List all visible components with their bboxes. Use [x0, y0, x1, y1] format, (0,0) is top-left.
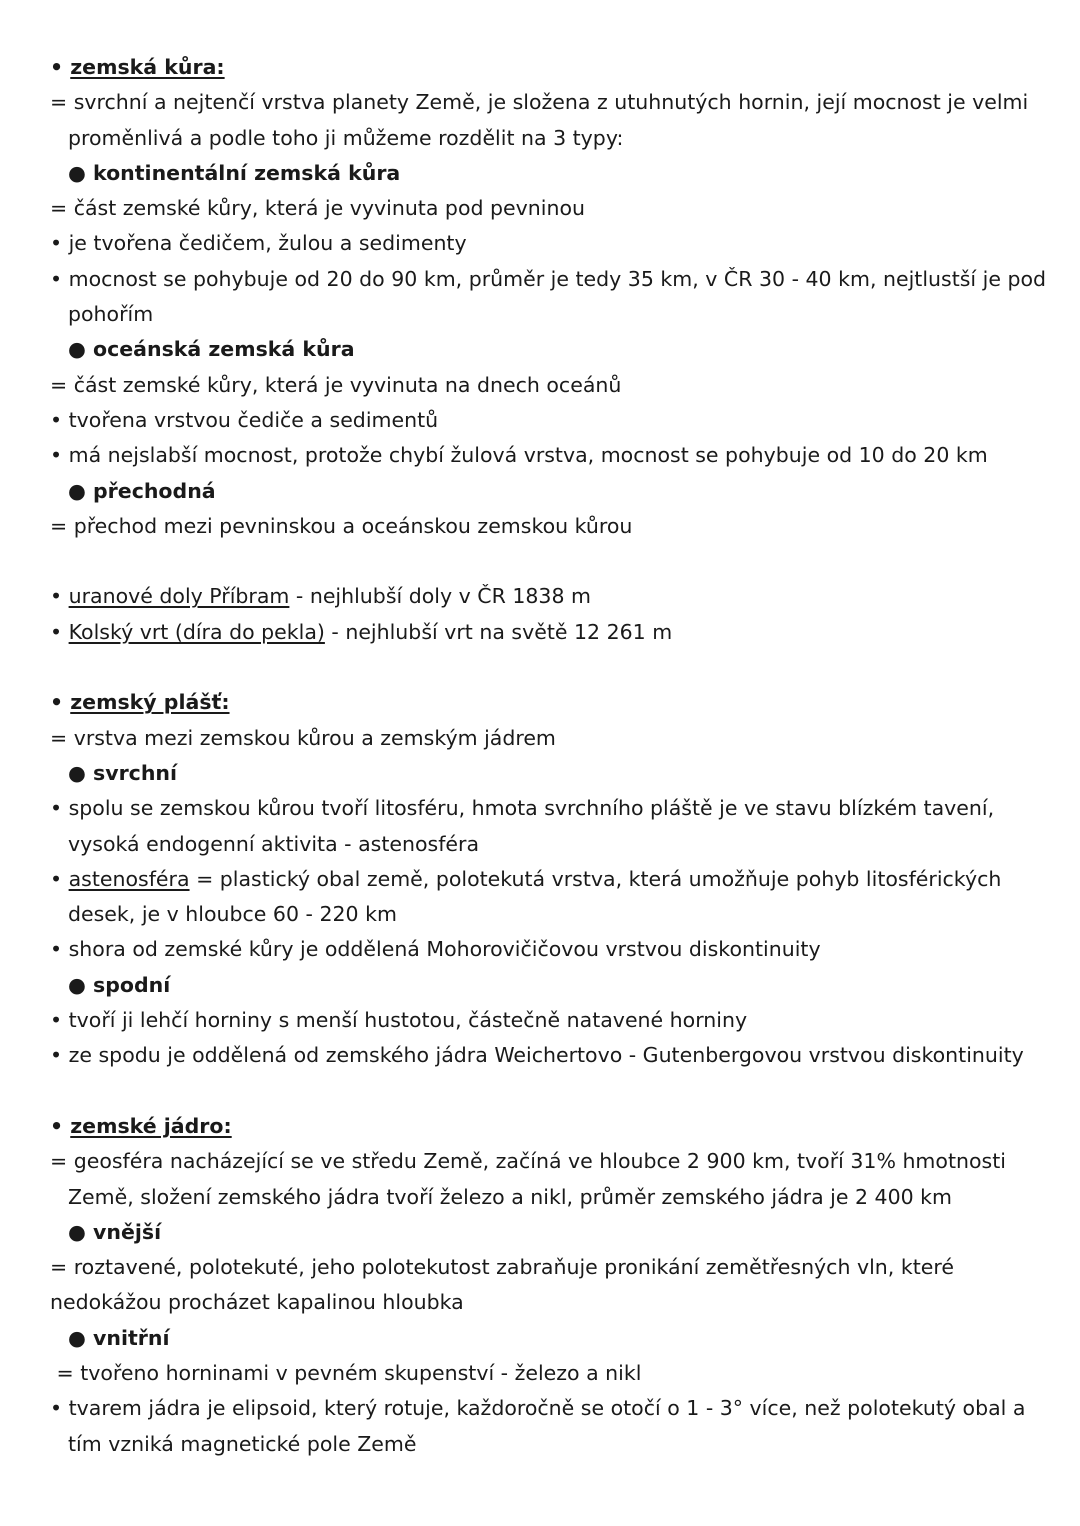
text-line: = roztavené, polotekuté, jeho polotekutost zabraňuje pronikání zemětřesných vln, které [50, 1255, 954, 1280]
document-page [50, 50, 1047, 1462]
bullet-line: • spolu se zemskou kůrou tvoří litosféru, hmota svrchního pláště je ve stavu blízkém tavení, [50, 796, 995, 821]
record-mine: • uranové doly Příbram - nejhlubší doly v ČR 1838 m [50, 584, 591, 609]
text-line: desek, je v hloubce 60 - 220 km [68, 902, 397, 927]
core-definition: = geosféra nacházející se ve středu Země, začíná ve hloubce 2 900 km, tvoří 31% hmotnosti [50, 1149, 1006, 1174]
subheading-inner-core: ● vnitřní [68, 1325, 170, 1350]
bullet-line: • astenosféra = plastický obal země, polotekutá vrstva, která umožňuje pohyb litosférických [50, 866, 1002, 891]
text-line: pohořím [68, 302, 154, 327]
bullet-line: • je tvořena čedičem, žulou a sedimenty [50, 231, 467, 256]
subheading-upper-mantle: ● svrchní [68, 760, 178, 785]
core-definition-cont: Země, složení zemského jádra tvoří železo a nikl, průměr zemského jádra je 2 400 km [68, 1184, 953, 1209]
subheading-lower-mantle: ● spodní [68, 972, 171, 997]
bullet-line: • má nejslabší mocnost, protože chybí žulová vrstva, mocnost se pohybuje od 10 do 20 km [50, 443, 988, 468]
bullet-line: • ze spodu je oddělená od zemského jádra Weichertovo - Gutenbergovou vrstvou diskontinuity [50, 1043, 1024, 1068]
text-line: vysoká endogenní aktivita - astenosféra [68, 831, 480, 856]
subheading-oceanic: ● oceánská zemská kůra [68, 337, 355, 362]
bullet-line: • shora od zemské kůry je oddělená Mohorovičičovou vrstvou diskontinuity [50, 937, 821, 962]
bullet-line: • tvořena vrstvou čediče a sedimentů [50, 407, 439, 432]
astenosphere-term: astenosféra [68, 866, 190, 891]
text-line: = část zemské kůry, která je vyvinuta na dnech oceánů [50, 372, 622, 397]
bullet-line: • mocnost se pohybuje od 20 do 90 km, průměr je tedy 35 km, v ČR 30 - 40 km, nejtlustší je pod [50, 266, 1047, 291]
mine-link[interactable]: uranové doly Příbram [68, 584, 290, 609]
text-line: nedokážou procházet kapalinou hloubka [50, 1290, 464, 1315]
bullet-line: • tvarem jádra je elipsoid, který rotuje, každoročně se otočí o 1 - 3° více, než polotekutý obal a [50, 1396, 1026, 1421]
subheading-continental: ● kontinentální zemská kůra [68, 160, 401, 185]
text-line: = tvořeno horninami v pevném skupenství - železo a nikl [50, 1360, 642, 1385]
subheading-transitional: ● přechodná [68, 478, 216, 503]
core-heading: • zemské jádro: [50, 1113, 232, 1138]
mantle-heading: • zemský plášť: [50, 690, 230, 715]
crust-definition-cont: proměnlivá a podle toho ji můžeme rozdělit na 3 typy: [68, 125, 624, 150]
mantle-definition: = vrstva mezi zemskou kůrou a zemským jádrem [50, 725, 556, 750]
crust-heading: • zemská kůra: [50, 55, 225, 79]
text-line: = přechod mezi pevninskou a oceánskou zemskou kůrou [50, 513, 633, 538]
text-line: tím vzniká magnetické pole Země [68, 1431, 417, 1456]
crust-definition: = svrchní a nejtenčí vrstva planety Země, je složena z utuhnutých hornin, její mocnost je velmi [50, 90, 1029, 115]
borehole-link[interactable]: Kolský vrt (díra do pekla) [68, 619, 325, 644]
subheading-outer-core: ● vnější [68, 1219, 162, 1244]
bullet-line: • tvoří ji lehčí horniny s menší hustotou, částečně natavené horniny [50, 1008, 748, 1033]
text-line: = část zemské kůry, která je vyvinuta pod pevninou [50, 196, 585, 221]
record-borehole: • Kolský vrt (díra do pekla) - nejhlubší vrt na světě 12 261 m [50, 619, 673, 644]
